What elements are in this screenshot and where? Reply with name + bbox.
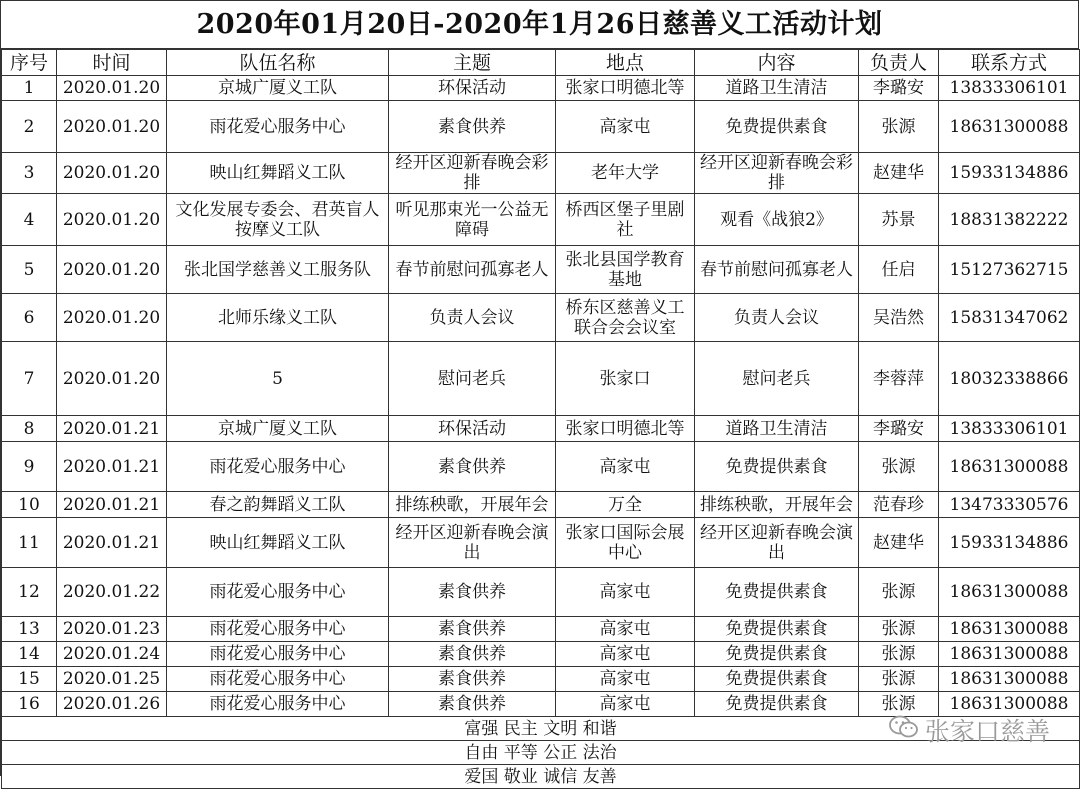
row-content: 免费提供素食: [695, 667, 859, 692]
row-content: 观看《战狼2》: [695, 194, 859, 246]
row-index: 2: [2, 101, 57, 153]
row-location: 张北县国学教育基地: [556, 246, 695, 294]
row-leader: 张源: [859, 617, 939, 642]
row-location: 张家口明德北等: [556, 416, 695, 442]
row-team: 雨花爱心服务中心: [167, 642, 389, 667]
row-leader: 赵建华: [859, 518, 939, 568]
row-theme: 素食供养: [389, 442, 556, 492]
row-location: 万全: [556, 492, 695, 518]
row-leader: 张源: [859, 442, 939, 492]
row-leader: 李璐安: [859, 76, 939, 101]
row-location: 高家屯: [556, 568, 695, 617]
table-row: [2, 518, 1080, 568]
row-index: 6: [2, 294, 57, 342]
row-leader: 张源: [859, 667, 939, 692]
row-contact: 18631300088: [939, 692, 1080, 717]
row-leader: 赵建华: [859, 153, 939, 194]
row-theme: 素食供养: [389, 642, 556, 667]
row-theme: 环保活动: [389, 76, 556, 101]
row-theme: 素食供养: [389, 101, 556, 153]
row-contact: 13473330576: [939, 492, 1080, 518]
row-index: 5: [2, 246, 57, 294]
table-row: [2, 642, 1080, 667]
table-row: [2, 667, 1080, 692]
row-index: 15: [2, 667, 57, 692]
watermark: [889, 712, 1050, 748]
row-date: 2020.01.21: [57, 442, 167, 492]
row-index: 9: [2, 442, 57, 492]
row-date: 2020.01.21: [57, 518, 167, 568]
row-team: 张北国学慈善义工服务队: [167, 246, 389, 294]
row-leader: 张源: [859, 101, 939, 153]
row-date: 2020.01.20: [57, 76, 167, 101]
row-contact: 15933134886: [939, 518, 1080, 568]
wechat-icon: [889, 714, 919, 746]
row-leader: 张源: [859, 642, 939, 667]
row-date: 2020.01.21: [57, 492, 167, 518]
row-index: 16: [2, 692, 57, 717]
row-team: 5: [167, 342, 389, 416]
col-header-team: 队伍名称: [167, 50, 389, 76]
core-values-line: 富强 民主 文明 和谐: [2, 717, 1080, 741]
row-date: 2020.01.21: [57, 416, 167, 442]
row-index: 7: [2, 342, 57, 416]
row-location: 高家屯: [556, 642, 695, 667]
row-location: 高家屯: [556, 617, 695, 642]
row-location: 桥西区堡子里剧社: [556, 194, 695, 246]
row-contact: 18631300088: [939, 442, 1080, 492]
col-header-date: 时间: [57, 50, 167, 76]
row-team: 京城广厦义工队: [167, 76, 389, 101]
row-location: 张家口明德北等: [556, 76, 695, 101]
row-contact: 18631300088: [939, 642, 1080, 667]
col-header-location: 地点: [556, 50, 695, 76]
row-theme: 慰问老兵: [389, 342, 556, 416]
row-index: 11: [2, 518, 57, 568]
page-title: 2020年01月20日-2020年1月26日慈善义工活动计划: [1, 1, 1079, 49]
row-team: 映山红舞蹈义工队: [167, 518, 389, 568]
row-team: 文化发展专委会、君英盲人按摩义工队: [167, 194, 389, 246]
row-index: 8: [2, 416, 57, 442]
row-team: 雨花爱心服务中心: [167, 442, 389, 492]
row-theme: 听见那束光一公益无障碍: [389, 194, 556, 246]
row-index: 14: [2, 642, 57, 667]
row-location: 张家口: [556, 342, 695, 416]
row-date: 2020.01.20: [57, 342, 167, 416]
row-team: 雨花爱心服务中心: [167, 617, 389, 642]
row-content: 经开区迎新春晚会演出: [695, 518, 859, 568]
row-leader: 苏景: [859, 194, 939, 246]
row-location: 张家口国际会展中心: [556, 518, 695, 568]
row-contact: 18032338866: [939, 342, 1080, 416]
row-date: 2020.01.25: [57, 667, 167, 692]
row-theme: 素食供养: [389, 568, 556, 617]
row-theme: 环保活动: [389, 416, 556, 442]
row-date: 2020.01.20: [57, 194, 167, 246]
row-team: 北师乐缘义工队: [167, 294, 389, 342]
row-location: 老年大学: [556, 153, 695, 194]
row-content: 负责人会议: [695, 294, 859, 342]
table-row: [2, 342, 1080, 416]
row-theme: 春节前慰问孤寡老人: [389, 246, 556, 294]
row-contact: 13833306101: [939, 76, 1080, 101]
row-index: 10: [2, 492, 57, 518]
table-row: [2, 153, 1080, 194]
row-content: 春节前慰问孤寡老人: [695, 246, 859, 294]
row-date: 2020.01.24: [57, 642, 167, 667]
table-row: [2, 194, 1080, 246]
row-content: 道路卫生清洁: [695, 76, 859, 101]
row-theme: 负责人会议: [389, 294, 556, 342]
col-header-index: 序号: [2, 50, 57, 76]
row-contact: 15127362715: [939, 246, 1080, 294]
row-date: 2020.01.20: [57, 246, 167, 294]
table-row: [2, 442, 1080, 492]
row-location: 高家屯: [556, 101, 695, 153]
row-contact: 18831382222: [939, 194, 1080, 246]
row-theme: 素食供养: [389, 692, 556, 717]
row-theme: 素食供养: [389, 617, 556, 642]
activity-table: [1, 49, 1080, 789]
row-contact: 18631300088: [939, 568, 1080, 617]
row-team: 雨花爱心服务中心: [167, 101, 389, 153]
row-contact: 18631300088: [939, 101, 1080, 153]
row-leader: 张源: [859, 692, 939, 717]
row-content: 免费提供素食: [695, 692, 859, 717]
row-date: 2020.01.23: [57, 617, 167, 642]
row-index: 1: [2, 76, 57, 101]
row-content: 免费提供素食: [695, 568, 859, 617]
row-location: 高家屯: [556, 442, 695, 492]
row-team: 雨花爱心服务中心: [167, 692, 389, 717]
row-team: 雨花爱心服务中心: [167, 568, 389, 617]
row-leader: 任启: [859, 246, 939, 294]
watermark-text: 张家口慈善: [924, 717, 1050, 746]
row-content: 慰问老兵: [695, 342, 859, 416]
row-leader: 吴浩然: [859, 294, 939, 342]
row-content: 免费提供素食: [695, 442, 859, 492]
core-values-line: 自由 平等 公正 法治: [2, 741, 1080, 765]
row-leader: 李璐安: [859, 416, 939, 442]
row-contact: 13833306101: [939, 416, 1080, 442]
col-header-content: 内容: [695, 50, 859, 76]
row-index: 3: [2, 153, 57, 194]
row-contact: 18631300088: [939, 667, 1080, 692]
table-row: [2, 617, 1080, 642]
row-content: 免费提供素食: [695, 617, 859, 642]
row-date: 2020.01.20: [57, 101, 167, 153]
row-theme: 素食供养: [389, 667, 556, 692]
row-content: 免费提供素食: [695, 642, 859, 667]
table-row: [2, 76, 1080, 101]
row-team: 雨花爱心服务中心: [167, 667, 389, 692]
row-team: 春之韵舞蹈义工队: [167, 492, 389, 518]
row-date: 2020.01.20: [57, 294, 167, 342]
table-row: [2, 492, 1080, 518]
table-row: [2, 568, 1080, 617]
row-contact: 18631300088: [939, 617, 1080, 642]
row-team: 映山红舞蹈义工队: [167, 153, 389, 194]
col-header-leader: 负责人: [859, 50, 939, 76]
row-contact: 15933134886: [939, 153, 1080, 194]
table-row: [2, 416, 1080, 442]
row-team: 京城广厦义工队: [167, 416, 389, 442]
table-row: [2, 294, 1080, 342]
row-content: 经开区迎新春晚会彩排: [695, 153, 859, 194]
row-index: 4: [2, 194, 57, 246]
row-location: 桥东区慈善义工联合会会议室: [556, 294, 695, 342]
row-location: 高家屯: [556, 667, 695, 692]
row-contact: 15831347062: [939, 294, 1080, 342]
row-leader: 李蓉萍: [859, 342, 939, 416]
col-header-theme: 主题: [389, 50, 556, 76]
row-theme: 排练秧歌，开展年会: [389, 492, 556, 518]
row-date: 2020.01.26: [57, 692, 167, 717]
row-leader: 范春珍: [859, 492, 939, 518]
row-content: 免费提供素食: [695, 101, 859, 153]
row-index: 13: [2, 617, 57, 642]
row-date: 2020.01.22: [57, 568, 167, 617]
col-header-contact: 联系方式: [939, 50, 1080, 76]
row-theme: 经开区迎新春晚会演出: [389, 518, 556, 568]
row-location: 高家屯: [556, 692, 695, 717]
table-row: [2, 246, 1080, 294]
row-leader: 张源: [859, 568, 939, 617]
row-content: 道路卫生清洁: [695, 416, 859, 442]
row-theme: 经开区迎新春晚会彩排: [389, 153, 556, 194]
table-header-row: [2, 50, 1080, 76]
row-date: 2020.01.20: [57, 153, 167, 194]
row-index: 12: [2, 568, 57, 617]
row-content: 排练秧歌，开展年会: [695, 492, 859, 518]
table-row: [2, 101, 1080, 153]
core-values-line: 爱国 敬业 诚信 友善: [2, 765, 1080, 789]
